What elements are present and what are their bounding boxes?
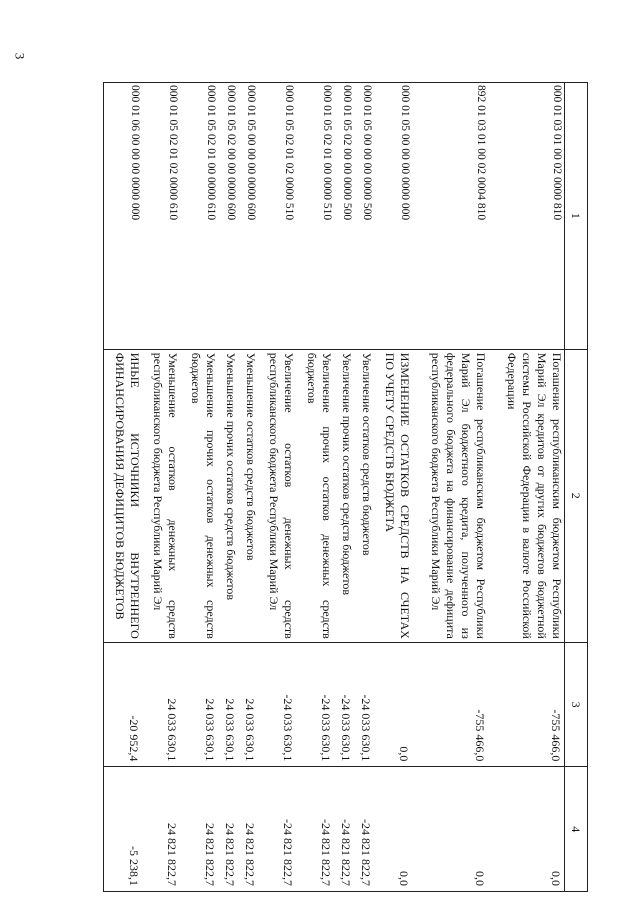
table-row bbox=[334, 83, 354, 892]
row-name: Уменьшение остатков средств бюджетов bbox=[238, 349, 258, 642]
table-body bbox=[104, 83, 565, 892]
row-code: 000 01 06 00 00 00 0000 000 bbox=[104, 83, 143, 350]
row-value-col3: -24 033 630,1 bbox=[334, 642, 354, 767]
row-value-col3: 24 033 630,1 bbox=[142, 642, 180, 767]
table-row bbox=[412, 83, 488, 892]
table-row bbox=[180, 83, 218, 892]
row-name: ИНЫЕ ИСТОЧНИКИ ВНУТРЕННЕГО ФИНАНСИРОВАНИЯ ДЕФИЦИТОВ БЮДЖЕТОВ bbox=[104, 349, 143, 642]
row-value-col4: -24 821 822,7 bbox=[258, 767, 296, 892]
row-code: 000 01 03 01 00 02 0000 810 bbox=[488, 83, 564, 350]
row-value-col3: -20 952,4 bbox=[104, 642, 143, 767]
row-value-col4: 24 821 822,7 bbox=[218, 767, 238, 892]
row-code: 000 01 05 02 01 02 0000 510 bbox=[258, 83, 296, 350]
table-row bbox=[488, 83, 564, 892]
row-value-col4: -24 821 822,7 bbox=[296, 767, 334, 892]
header-col-2: 2 bbox=[565, 349, 588, 642]
row-value-col4: -5 238,1 bbox=[104, 767, 143, 892]
row-value-col3: 0,0 bbox=[374, 642, 412, 767]
row-value-col4: 24 821 822,7 bbox=[142, 767, 180, 892]
table-row bbox=[374, 83, 412, 892]
row-code: 000 01 05 02 01 00 0000 610 bbox=[180, 83, 218, 350]
row-name: Уменьшение остатков денежных средств республиканского бюджета Республики Марий Эл bbox=[142, 349, 180, 642]
header-col-3: 3 bbox=[565, 642, 588, 767]
row-value-col3: 24 033 630,1 bbox=[180, 642, 218, 767]
row-code: 000 01 05 02 00 00 0000 500 bbox=[334, 83, 354, 350]
row-code: 000 01 05 02 00 00 0000 600 bbox=[218, 83, 238, 350]
row-name: Уменьшение прочих остатков средств бюджетов bbox=[218, 349, 238, 642]
table-row bbox=[238, 83, 258, 892]
table-row bbox=[296, 83, 334, 892]
row-value-col4: -24 821 822,7 bbox=[334, 767, 354, 892]
row-value-col4: 0,0 bbox=[412, 767, 488, 892]
row-code: 000 01 05 02 01 00 0000 510 bbox=[296, 83, 334, 350]
table-row bbox=[258, 83, 296, 892]
table-row bbox=[104, 83, 143, 892]
row-code: 000 01 05 02 01 02 0000 610 bbox=[142, 83, 180, 350]
header-col-1: 1 bbox=[565, 83, 588, 350]
row-value-col3: 24 033 630,1 bbox=[218, 642, 238, 767]
row-value-col4: 24 821 822,7 bbox=[238, 767, 258, 892]
row-name: Увеличение прочих остатков средств бюджетов bbox=[334, 349, 354, 642]
header-col-4: 4 bbox=[565, 767, 588, 892]
page-number: 3 bbox=[12, 52, 28, 60]
row-name: Увеличение остатков денежных средств республиканского бюджета Республики Марий Эл bbox=[258, 349, 296, 642]
rotated-table-container bbox=[103, 82, 588, 892]
row-value-col4: 0,0 bbox=[374, 767, 412, 892]
row-name: Уменьшение прочих остатков денежных средств бюджетов bbox=[180, 349, 218, 642]
table-row bbox=[354, 83, 374, 892]
row-name: Увеличение прочих остатков денежных средств бюджетов bbox=[296, 349, 334, 642]
table-row bbox=[218, 83, 238, 892]
row-value-col3: -24 033 630,1 bbox=[258, 642, 296, 767]
row-code: 000 01 05 00 00 00 0000 000 bbox=[374, 83, 412, 350]
row-value-col3: -755 466,0 bbox=[488, 642, 564, 767]
table-header-row bbox=[565, 83, 588, 892]
row-code: 000 01 05 00 00 00 0000 500 bbox=[354, 83, 374, 350]
row-name: Увеличение остатков средств бюджетов bbox=[354, 349, 374, 642]
row-value-col3: -24 033 630,1 bbox=[354, 642, 374, 767]
row-value-col4: 0,0 bbox=[488, 767, 564, 892]
row-value-col3: -755 466,0 bbox=[412, 642, 488, 767]
row-name: Погашение республиканским бюджетом Республики Марий Эл кредитов от других бюджетов бюджетной системы Российской Федерации в валюте Российской Федерации bbox=[488, 349, 564, 642]
row-value-col3: 24 033 630,1 bbox=[238, 642, 258, 767]
row-value-col3: -24 033 630,1 bbox=[296, 642, 334, 767]
sources-financing-table bbox=[103, 82, 588, 892]
row-name: Погашение республиканским бюджетом Республики Марий Эл бюджетного кредита, полученного из федерального бюджета на финансирование дефицита республиканского бюджета Республики Марий Эл bbox=[412, 349, 488, 642]
row-value-col4: -24 821 822,7 bbox=[354, 767, 374, 892]
table-row bbox=[142, 83, 180, 892]
row-code: 000 01 05 00 00 00 0000 600 bbox=[238, 83, 258, 350]
row-code: 892 01 03 01 00 02 0004 810 bbox=[412, 83, 488, 350]
row-name: ИЗМЕНЕНИЕ ОСТАТКОВ СРЕДСТВ НА СЧЕТАХ ПО УЧЕТУ СРЕДСТВ БЮДЖЕТА bbox=[374, 349, 412, 642]
row-value-col4: 24 821 822,7 bbox=[180, 767, 218, 892]
